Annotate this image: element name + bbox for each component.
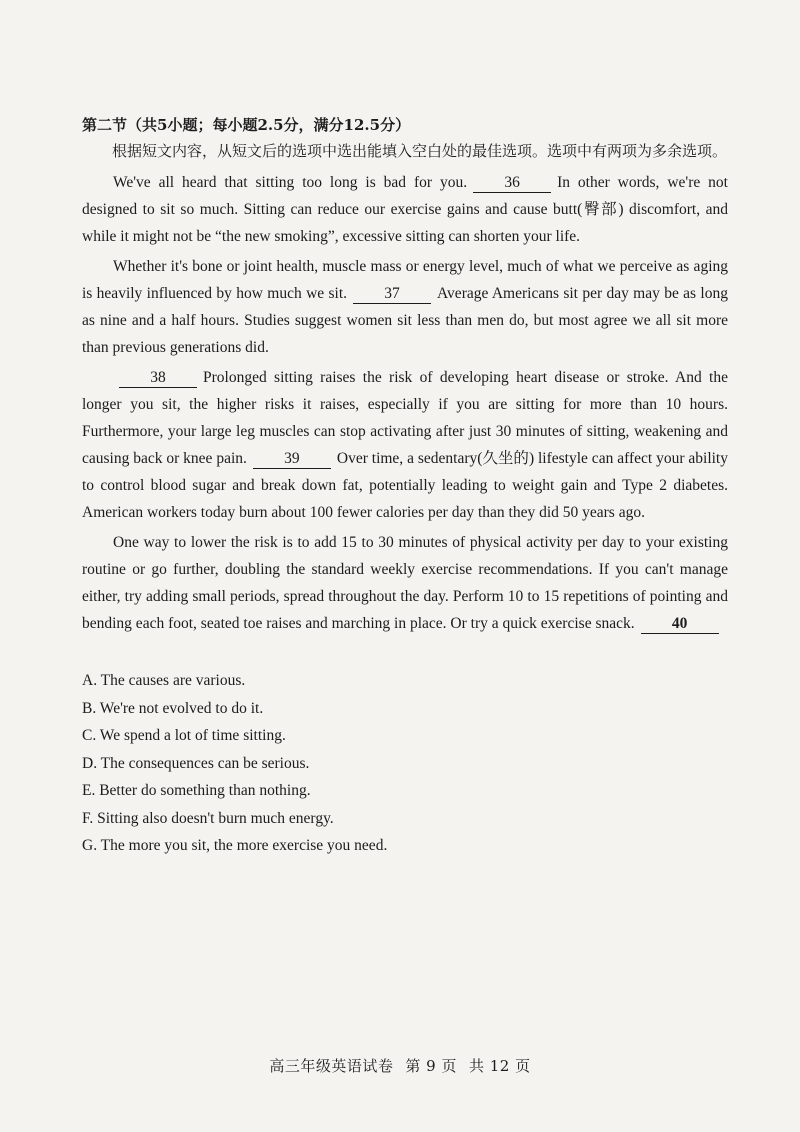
option-g: G. The more you sit, the more exercise you need. [82, 837, 388, 854]
section-heading: 第二节（共5小题；每小题2.5分，满分12.5分） [82, 116, 411, 134]
option-f: F. Sitting also doesn't burn much energy. [82, 809, 334, 827]
passage-text: Prolonged sitting raises the risk of developing heart disease or stroke. And the longer you sit, the higher risks it raises, especially if you are sitting for more than 10 hours. Furthermore, your large leg muscles can stop activating after just 30 minutes of sitting, weakening and causing back or knee pain. [82, 369, 728, 467]
answer-blank-38: 38 [119, 369, 197, 388]
passage-text: Average Americans sit per day may be as long as nine and a half hours. Studies suggest women sit less than men do, but most agree we all sit more than previous generations did. [82, 285, 728, 356]
option-e: E. Better do something than nothing. [82, 782, 311, 799]
option-d: D. The consequences can be serious. [82, 754, 310, 772]
answer-blank-40: 40 [641, 615, 719, 634]
page-footer [0, 1055, 800, 1076]
passage-paragraph-2 [82, 253, 728, 361]
answer-blank-36: 36 [473, 174, 551, 193]
option-c: C. We spend a lot of time sitting. [82, 727, 286, 744]
exam-page [82, 112, 728, 860]
passage-paragraph-1 [82, 169, 728, 250]
passage-text: We've all heard that sitting too long is bad for you. [113, 174, 468, 191]
passage-text: One way to lower the risk is to add 15 to 30 minutes of physical activity per day to your existing routine or go further, doubling the standard weekly exercise recommendations. If you can't manage either, try adding small periods, spread throughout the day. Perform 10 to 15 repetitions of pointing and bending each foot, seated toe raises and marching in place. Or try a quick exercise snack. [82, 534, 728, 632]
passage-text: Whether it's bone or joint health, muscle mass or energy level, much of what we perceive as aging is heavily influenced by how much we sit. [82, 258, 728, 302]
footer-page-number: 第 9 页 [405, 1057, 457, 1075]
answer-blank-39: 39 [253, 450, 331, 469]
option-a: A. The causes are various. [82, 672, 246, 689]
answer-blank-37: 37 [353, 285, 431, 304]
footer-title: 高三年级英语试卷 [269, 1057, 394, 1075]
passage-paragraph-3 [82, 364, 728, 526]
footer-total-pages: 共 12 页 [468, 1057, 531, 1075]
section-instruction: 根据短文内容，从短文后的选项中选出能填入空白处的最佳选项。选项中有两项为多余选项。 [112, 142, 728, 160]
options-list [82, 667, 728, 860]
option-b: B. We're not evolved to do it. [82, 699, 264, 717]
passage-text: Over time, a sedentary(久坐的) lifestyle can affect your ability to control blood sugar and break down fat, potentially leading to weight gain and Type 2 diabetes. American workers today burn about 100 fewer calories per day than they did 50 years ago. [82, 450, 728, 521]
passage-paragraph-4 [82, 529, 728, 637]
passage-text: In other words, we're not designed to sit so much. Sitting can reduce our exercise gains and cause butt(臀部) discomfort, and while it might not be “the new smoking”, excessive sitting can shorten your life. [82, 174, 728, 245]
